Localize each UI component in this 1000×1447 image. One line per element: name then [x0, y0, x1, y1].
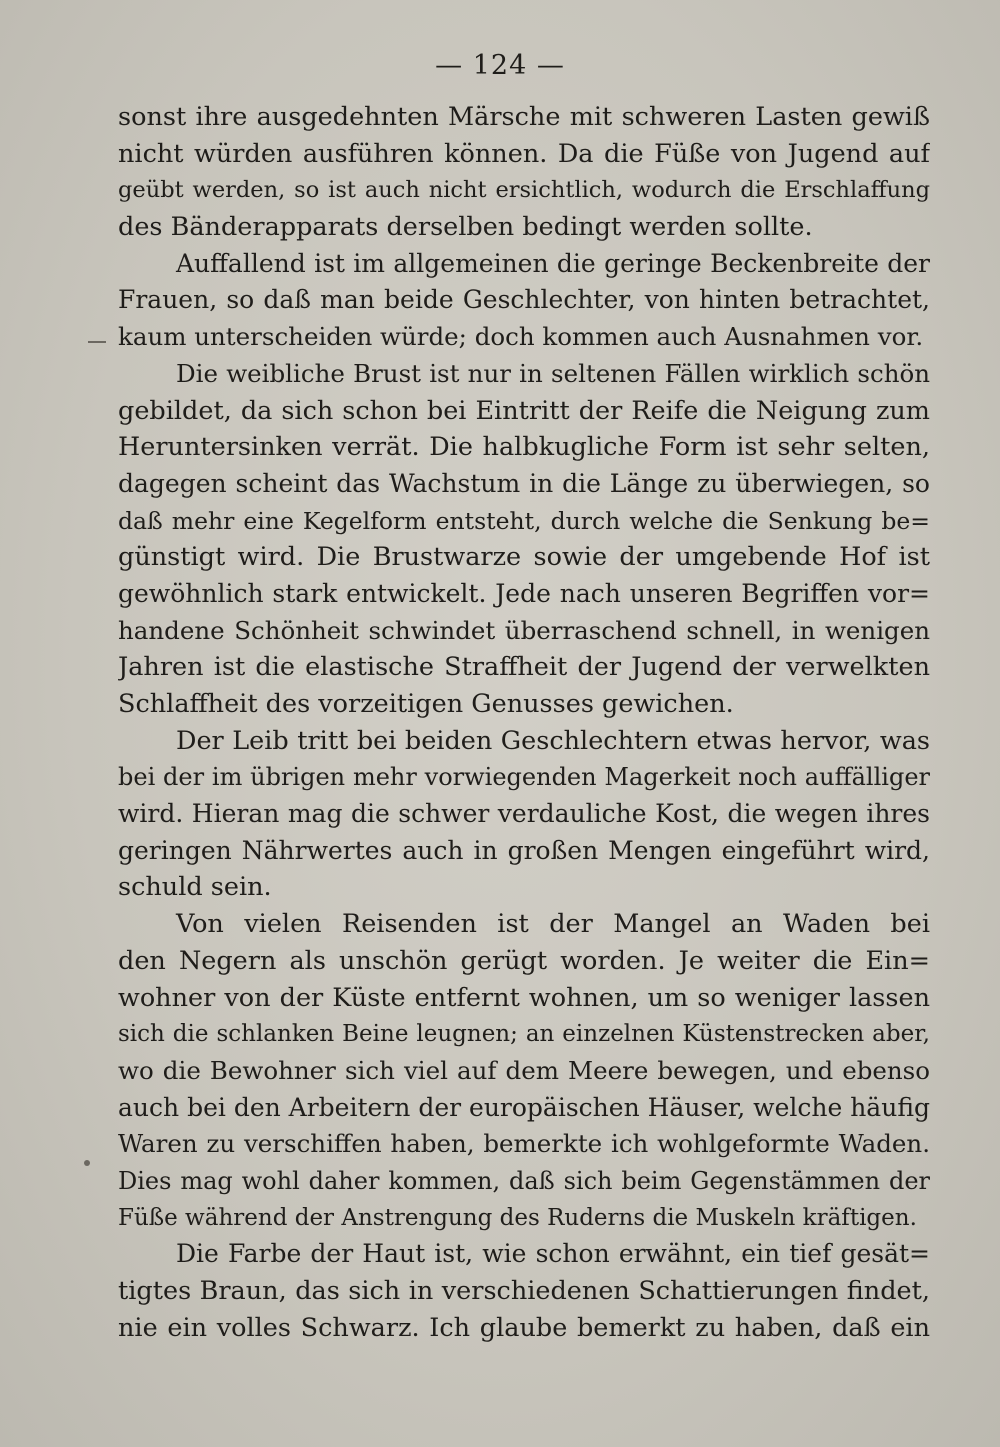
body-text [118, 99, 930, 1346]
text-line: geübt werden, so ist auch nicht ersichtlich, wodurch die Erschlaffung [118, 177, 930, 204]
margin-mark [88, 341, 106, 343]
text-line: gebildet, da sich schon bei Eintritt der Reife die Neigung zum [118, 395, 930, 426]
text-line: sonst ihre ausgedehnten Märsche mit schweren Lasten gewiß [118, 102, 930, 132]
text-line: tigtes Braun, das sich in verschiedenen Schattierungen findet, [118, 1276, 930, 1306]
text-line: schuld sein. [118, 872, 272, 903]
text-line: Die weibliche Brust ist nur in seltenen Fällen wirklich schön [176, 358, 930, 388]
text-line: daß mehr eine Kegelform entsteht, durch welche die Senkung be= [118, 506, 930, 535]
text-line: gewöhnlich stark entwickelt. Jede nach unseren Begriffen vor= [118, 578, 930, 608]
text-line: Heruntersinken verrät. Die halbkugliche Form ist sehr selten, [118, 432, 930, 463]
text-line: Frauen, so daß man beide Geschlechter, von hinten betrachtet, [118, 285, 930, 315]
text-line: nie ein volles Schwarz. Ich glaube bemerkt zu haben, daß ein [118, 1312, 930, 1343]
text-line: des Bänderapparats derselben bedingt werden sollte. [118, 212, 813, 243]
text-line: auch bei den Arbeitern der europäischen Häuser, welche häufig [118, 1092, 930, 1122]
text-line: Waren zu verschiffen haben, bemerkte ich wohlgeformte Waden. [118, 1129, 930, 1159]
text-line: den Negern als unschön gerügt worden. Je weiter die Ein= [118, 945, 930, 976]
text-line: günstigt wird. Die Brustwarze sowie der umgebende Hof ist [118, 542, 930, 573]
text-line: kaum unterscheiden würde; doch kommen auch Ausnahmen vor. [118, 322, 924, 352]
text-line: Dies mag wohl daher kommen, daß sich beim Gegenstämmen der [118, 1166, 930, 1195]
text-line: geringen Nährwertes auch in großen Mengen eingeführt wird, [118, 835, 930, 865]
text-line: Jahren ist die elastische Straffheit der Jugend der verwelkten [118, 652, 930, 683]
page-number: — 124 — [435, 50, 565, 81]
margin-mark [84, 1160, 90, 1166]
text-line: Schlaffheit des vorzeitigen Genusses gewichen. [118, 689, 734, 719]
text-line: Auffallend ist im allgemeinen die geringe Beckenbreite der [176, 248, 930, 278]
text-line: Die Farbe der Haut ist, wie schon erwähnt, ein tief gesät= [176, 1239, 930, 1269]
text-line: nicht würden ausführen können. Da die Füße von Jugend auf [118, 138, 930, 169]
text-line: Der Leib tritt bei beiden Geschlechtern etwas hervor, was [176, 725, 930, 756]
text-line: bei der im übrigen mehr vorwiegenden Magerkeit noch auffälliger [118, 763, 930, 792]
text-line: wo die Bewohner sich viel auf dem Meere bewegen, und ebenso [118, 1055, 930, 1085]
text-line: wird. Hieran mag die schwer verdauliche Kost, die wegen ihres [118, 799, 930, 829]
text-line: dagegen scheint das Wachstum in die Länge zu überwiegen, so [118, 468, 930, 498]
text-line: Füße während der Anstrengung des Ruderns die Muskeln kräftigen. [118, 1204, 917, 1231]
text-line: sich die schlanken Beine leugnen; an einzelnen Küstenstrecken aber, [118, 1021, 930, 1048]
text-line: handene Schönheit schwindet überraschend schnell, in wenigen [118, 615, 930, 645]
text-line: Von vielen Reisenden ist der Mangel an Waden bei [176, 909, 930, 940]
text-line: wohner von der Küste entfernt wohnen, um so weniger lassen [118, 982, 930, 1013]
